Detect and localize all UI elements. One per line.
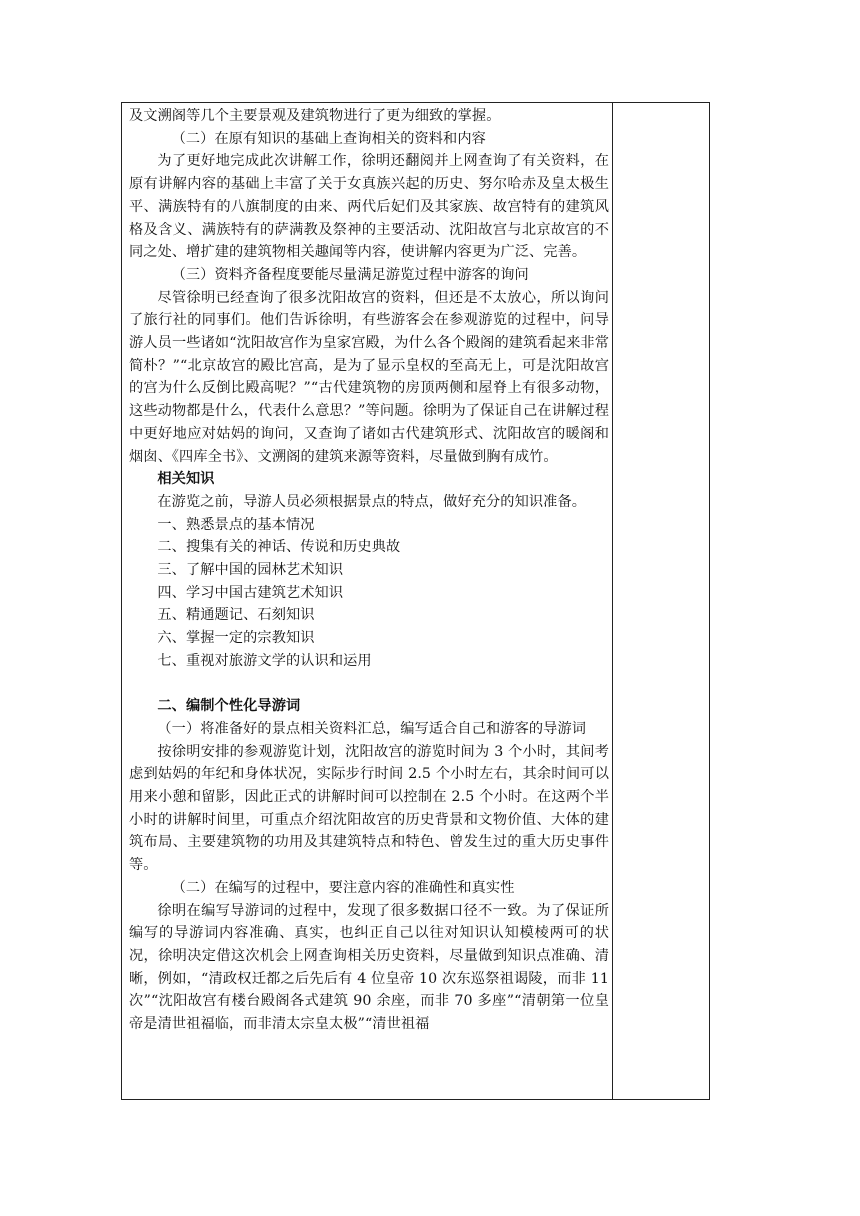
blank-line [129,673,609,696]
paragraph: 在游览之前，导游人员必须根据景点的特点，做好充分的知识准备。 [157,493,587,510]
paragraph: 按徐明安排的参观游览计划，沈阳故宫的游览时间为 3 个小时，其间考虑到姑妈的年纪和身体状况，实际步行时间 2.5 个小时左右，其余时间可以用来小憩和留影，因此正式的讲解时间可以控制在 2.5 个小时。在这两个半小时的讲解时间里，可重点介绍沈阳故宫的历史背景和文物价值、大体的建筑布局、主要建筑物的功用及其建筑特点和特色、曾发生过的重大历史事件等。 [129,743,609,874]
list-item: 二、搜集有关的神话、传说和历史典故 [157,539,401,556]
content-table [121,102,710,1100]
subheading: （二）在原有知识的基础上查询相关的资料和内容 [171,130,486,147]
paragraph: 及文溯阁等几个主要景观及建筑物进行了更为细致的掌握。 [129,108,501,124]
paragraph: 尽管徐明已经查询了很多沈阳故宫的资料，但还是不太放心，所以询问了旅行社的同事们。他们告诉徐明，有些游客会在参观游览的过程中，问导游人员一些诸如“沈阳故宫作为皇家宫殿，为什么各个殿阁的建筑看起来非常简朴？”“北京故宫的殿比宫高，是为了显示皇权的至高无上，可是沈阳故宫的宫为什么反倒比殿高呢？”“古代建筑物的房顶两侧和屋脊上有很多动物，这些动物都是什么，代表什么意思？”等问题。徐明为了保证自己在讲解过程中更好地应对姑妈的询问，又查询了诸如古代建筑形式、沈阳故宫的暖阁和烟囱、《四库全书》、文溯阁的建筑来源等资料，尽量做到胸有成竹。 [129,289,609,465]
list-item: 五、精通题记、石刻知识 [157,607,315,624]
main-cell-text [129,105,609,1036]
subheading: （一）将准备好的景点相关资料汇总，编写适合自己和游客的导游词 [157,720,587,737]
list-item: 三、了解中国的园林艺术知识 [157,562,344,579]
paragraph: 为了更好地完成此次讲解工作，徐明还翻阅并上网查询了有关资料，在原有讲解内容的基础上丰富了关于女真族兴起的历史、努尔哈赤及皇太极生平、满族特有的八旗制度的由来、两代后妃们及其家族、故宫特有的建筑风格及含义、满族特有的萨满教及祭神的主要活动、沈阳故宫与北京故宫的不同之处、增扩建的建筑物相关趣闻等内容，使讲解内容更为广泛、完善。 [129,153,609,261]
list-item: 四、学习中国古建筑艺术知识 [157,584,344,601]
subheading: （二）在编写的过程中，要注意内容的准确性和真实性 [171,879,515,896]
paragraph: 徐明在编写导游词的过程中，发现了很多数据口径不一致。为了保证所编写的导游词内容准确、真实，也纠正自己以往对知识认知模棱两可的状况，徐明决定借这次机会上网查询相关历史资料，尽量做到知识点准确、清晰，例如，“清政权迁都之后先后有 4 位皇帝 10 次东巡祭祖谒陵，而非 11 次”“沈阳故宫有楼台殿阁各式建筑 90 余座，而非 70 多座”“清朝第一位皇帝是清世祖福临，而非清太宗皇太极”“清世祖福 [129,902,609,1033]
section-heading: 相关知识 [157,471,215,488]
subheading: （三）资料齐备程度要能尽量满足游览过程中游客的询问 [171,266,529,283]
list-item: 七、重视对旅游文学的认识和运用 [157,652,372,669]
column-divider [612,103,613,1099]
list-item: 一、熟悉景点的基本情况 [157,516,315,533]
list-item: 六、掌握一定的宗教知识 [157,630,315,647]
section-heading: 二、编制个性化导游词 [157,698,301,715]
